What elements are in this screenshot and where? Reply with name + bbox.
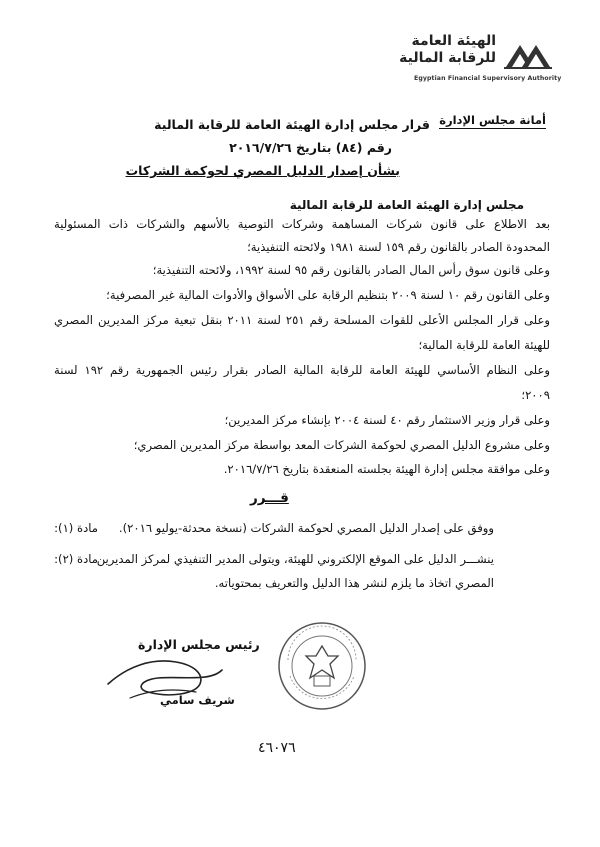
decision-subject: بشأن إصدار الدليل المصري لحوكمة الشركات (125, 163, 400, 178)
decision-number-date: رقم (٨٤) بتاريخ ٢٠١٦/٧/٢٦ (229, 140, 392, 155)
preamble-line: وعلى موافقة مجلس إدارة الهيئة بجلسته المنعقدة بتاريخ ٢٠١٦/٧/٢٦. (223, 462, 550, 476)
decided-heading: قـــرر (250, 490, 289, 506)
signatory-name: شريف سامي (160, 693, 235, 707)
preamble-line: وعلى قرار المجلس الأعلى للقوات المسلحة رقم ٢٥١ لسنة ٢٠١١ بنقل تبعية مركز المديرين المصري (54, 313, 550, 327)
article-text: ينشـــر الدليل على الموقع الإلكتروني للهيئة، ويتولى المدير التنفيذي لمركز المديرين (96, 552, 494, 566)
efsa-logo (399, 33, 562, 83)
article-label: مادة (١): (54, 521, 98, 535)
preamble-line: المحدودة الصادر بالقانون رقم ١٥٩ لسنة ١٩٨١ ولائحته التنفيذية؛ (247, 240, 550, 254)
preamble-line: وعلى النظام الأساسي للهيئة العامة للرقابة المالية الصادر بقرار رئيس الجمهورية رقم ١٩٢ لسنة (54, 363, 550, 377)
preamble-line: وعلى مشروع الدليل المصري لحوكمة الشركات المعد بواسطة مركز المديرين المصري؛ (133, 438, 550, 452)
article-text: ووفق على إصدار الدليل المصري لحوكمة الشركات (نسخة محدثة-يوليو ٢٠١٦). (118, 521, 494, 535)
logo-english-name: Egyptian Financial Supervisory Authority (414, 75, 562, 82)
preamble-line: وعلى قرار وزير الاستثمار رقم ٤٠ لسنة ٢٠٠٤ بإنشاء مركز المديرين؛ (224, 413, 550, 427)
efsa-emblem-icon (502, 37, 554, 71)
article-label: مادة (٢): (54, 552, 98, 566)
board-secretariat-label: أمانة مجلس الإدارة (439, 113, 546, 127)
preamble-line: للهيئة العامة للرقابة المالية؛ (418, 338, 550, 352)
preamble-line: بعد الاطلاع على قانون شركات المساهمة وشركات التوصية بالأسهم والشركات ذات المسئولية (54, 217, 550, 231)
decision-title: قرار مجلس إدارة الهيئة العامة للرقابة المالية (154, 117, 430, 132)
logo-arabic-line2: للرقابة المالية (399, 50, 496, 66)
official-seal-stamp (276, 620, 368, 712)
board-heading: مجلس إدارة الهيئة العامة للرقابة المالية (289, 198, 524, 212)
preamble-line: وعلى قانون سوق رأس المال الصادر بالقانون رقم ٩٥ لسنة ١٩٩٢، ولائحته التنفيذية؛ (152, 263, 550, 277)
article-text: المصري اتخاذ ما يلزم لنشر هذا الدليل والتعريف بمحتوياته. (214, 576, 494, 590)
logo-arabic-line1: الهيئة العامة (411, 33, 496, 49)
preamble-line: وعلى القانون رقم ١٠ لسنة ٢٠٠٩ بتنظيم الرقابة على الأسواق والأدوات المالية غير المصرفية؛ (106, 288, 550, 302)
signatory-title: رئيس مجلس الإدارة (138, 637, 260, 652)
preamble-line: ٢٠٠٩؛ (521, 388, 550, 402)
reference-number: ٤٦٠٧٦ (258, 740, 296, 756)
